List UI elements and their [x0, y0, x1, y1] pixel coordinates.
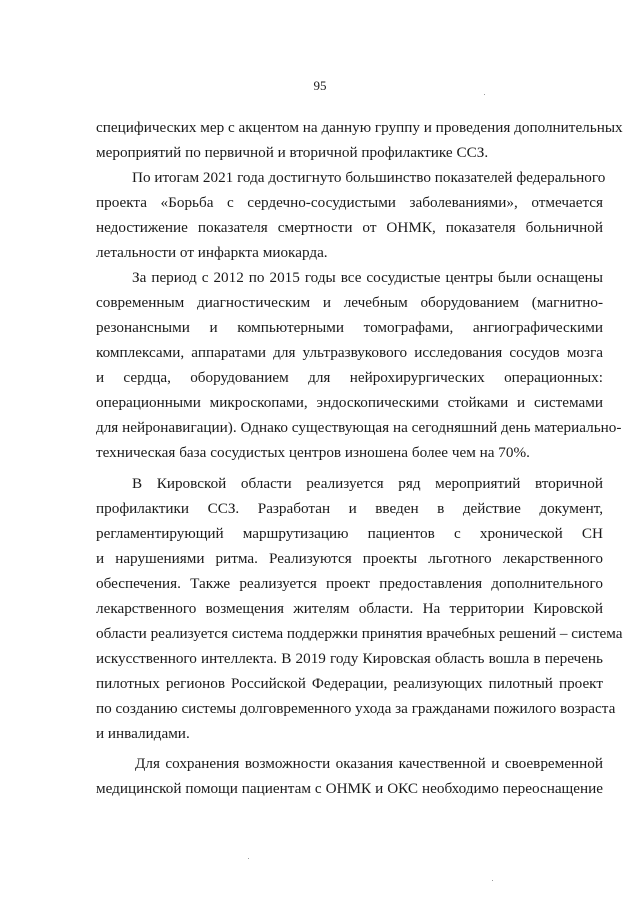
text-line: В Кировской области реализуется ряд мероприятий вторичной [132, 475, 603, 492]
text-line: пилотных регионов Российской Федерации, реализующих пилотный проект [96, 675, 603, 692]
text-line: техническая база сосудистых центров изношена более чем на 70%. [96, 444, 530, 461]
text-line: медицинской помощи пациентам с ОНМК и ОКС необходимо переоснащение [96, 780, 603, 797]
text-line: мероприятий по первичной и вторичной профилактике ССЗ. [96, 144, 489, 161]
text-line: современным диагностическим и лечебным оборудованием (магнитно- [96, 294, 603, 311]
text-line: и инвалидами. [96, 725, 190, 742]
text-line: резонансными и компьютерными томографами, ангиографическими [96, 319, 603, 336]
text-line: операционными микроскопами, эндоскопическими стойками и системами [96, 394, 603, 411]
text-line: проекта «Борьба с сердечно-сосудистыми заболеваниями», отмечается [96, 194, 603, 211]
text-line: лекарственного возмещения жителям области. На территории Кировской [96, 600, 603, 617]
scan-speck [492, 880, 493, 881]
text-line: регламентирующий маршрутизацию пациентов с хронической СН [96, 525, 603, 542]
text-line: искусственного интеллекта. В 2019 году Кировская область вошла в перечень [96, 650, 603, 667]
text-line: комплексами, аппаратами для ультразвукового исследования сосудов мозга [96, 344, 603, 361]
text-line: обеспечения. Также реализуется проект предоставления дополнительного [96, 575, 603, 592]
text-line: и сердца, оборудованием для нейрохирургических операционных: [96, 369, 603, 386]
text-line: Для сохранения возможности оказания качественной и своевременной [135, 755, 603, 772]
text-line: специфических мер с акцентом на данную группу и проведения дополнительных [96, 119, 623, 136]
text-line: профилактики ССЗ. Разработан и введен в действие документ, [96, 500, 603, 517]
text-line: и нарушениями ритма. Реализуются проекты льготного лекарственного [96, 550, 603, 567]
text-line: области реализуется система поддержки принятия врачебных решений – система [96, 625, 623, 642]
text-line: летальности от инфаркта миокарда. [96, 244, 328, 261]
text-line: недостижение показателя смертности от ОНМК, показателя больничной [96, 219, 603, 236]
text-line: По итогам 2021 года достигнуто большинство показателей федерального [132, 169, 606, 186]
text-line: для нейронавигации). Однако существующая на сегодняшний день материально- [96, 419, 622, 436]
text-line: За период с 2012 по 2015 годы все сосудистые центры были оснащены [132, 269, 603, 286]
scan-speck [248, 858, 249, 859]
text-line: по созданию системы долговременного ухода за гражданами пожилого возраста [96, 700, 616, 717]
scan-speck [484, 94, 485, 95]
page-number: 95 [313, 78, 327, 93]
